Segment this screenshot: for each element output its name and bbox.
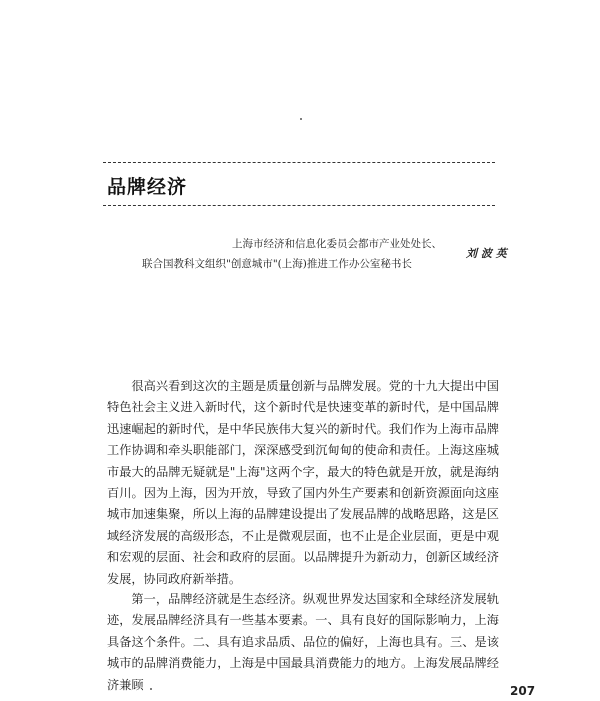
section-title: 品牌经济 <box>107 176 188 198</box>
author-affiliation-line-2: 联合国教科文组织"创意城市"(上海)推进工作办公室秘书长 <box>142 258 412 270</box>
scan-speck <box>150 688 152 690</box>
body-paragraph: 很高兴看到这次的主题是质量创新与品牌发展。党的十九大提出中国特色社会主义进入新时代，这个新时代是快速变革的新时代，是中国品牌迅速崛起的新时代，是中华民族伟大复兴的新时代。我们作为上海市品牌工作协调和牵头职能部门，深深感受到沉甸甸的使命和责任。上海这座城市最大的品牌无疑就是"上海"这两个字，最大的特色就是开放，就是海纳百川。因为上海，因为开放，导致了国内外生产要素和创新资源面向这座城市加速集聚，所以上海的品牌建设提出了发展品牌的战略思路，这是区域经济发展的高级形态，不止是微观层面，也不止是企业层面，更是中观和宏观的层面、社会和政府的层面。以品牌提升为新动力，创新区域经济发展，协同政府新举措。 <box>107 379 499 586</box>
scan-speck <box>300 118 302 120</box>
author-affiliation-line-1: 上海市经济和信息化委员会都市产业处处长、 <box>232 238 442 250</box>
header-rule-top <box>103 162 495 163</box>
page-number: 207 <box>510 684 536 698</box>
body-paragraph: 第一，品牌经济就是生态经济。纵观世界发达国家和全球经济发展轨迹，发展品牌经济具有一些基本要素。一、具有良好的国际影响力，上海具备这个条件。二、具有追求品质、品位的偏好，上海也具有。三、是该城市的品牌消费能力，上海是中国最具消费能力的地方。上海发展品牌经济兼顾 <box>107 592 499 692</box>
author-name: 刘 波 英 <box>466 247 507 260</box>
header-rule-bottom <box>103 205 495 206</box>
